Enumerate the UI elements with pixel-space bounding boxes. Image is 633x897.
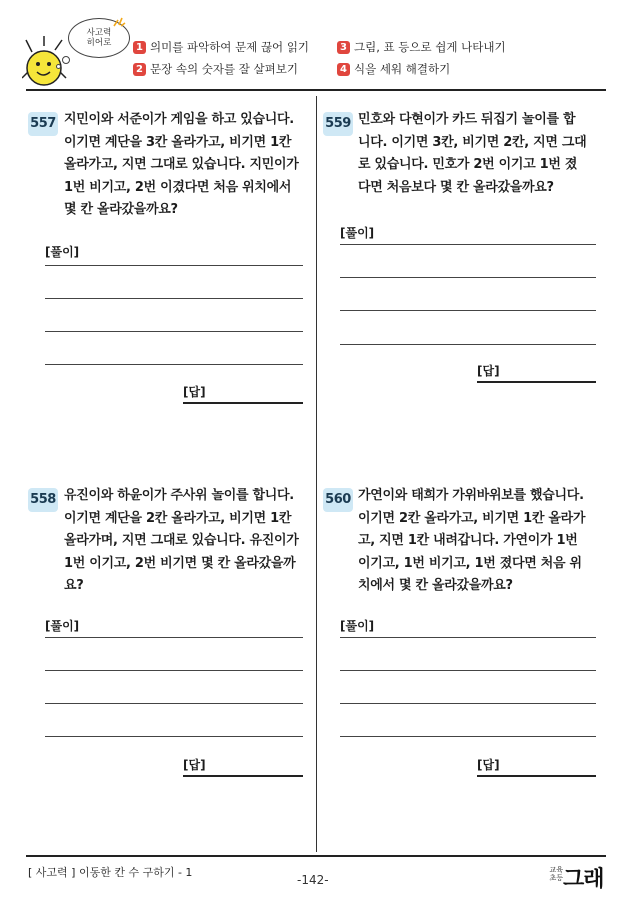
- solution-line[interactable]: [45, 670, 303, 671]
- solution-label: [풀이]: [340, 619, 375, 633]
- problem-line: 몇 칸 올라갔을까요?: [64, 202, 178, 217]
- footer-divider: [26, 855, 606, 857]
- solution-line[interactable]: [340, 310, 596, 311]
- solution-label: [풀이]: [45, 619, 80, 633]
- problem-line: 올라가고, 지면 그대로 있습니다. 지민이가: [64, 157, 299, 172]
- answer-line[interactable]: [477, 381, 596, 383]
- bubble-dot: [56, 64, 61, 69]
- solution-line[interactable]: [45, 637, 303, 638]
- problem-line: 이기면 계단을 2칸 올라가고, 비기면 1칸: [64, 510, 292, 526]
- problem-line: 로 있습니다. 민호가 2번 이기고 1번 졌: [358, 157, 578, 172]
- tip-number-badge: 1: [133, 41, 146, 54]
- problem-line: 올라가며, 지면 그대로 있습니다. 유진이가: [64, 533, 299, 548]
- problem-number-559: 559: [323, 112, 353, 136]
- answer-line[interactable]: [183, 402, 303, 404]
- problem-line: 고, 지면 1칸 내려갑니다. 가연이가 1번: [358, 533, 578, 548]
- tip-3: [337, 39, 506, 55]
- footer-topic: [ 사고력 ] 이동한 칸 수 구하기 - 1: [28, 866, 193, 879]
- solution-line[interactable]: [340, 344, 596, 345]
- bubble-text-1: 사고력: [86, 28, 112, 38]
- header-divider: [26, 89, 606, 91]
- tip-text: 문장 속의 숫자를 잘 살펴보기: [150, 62, 298, 76]
- solution-line[interactable]: [340, 637, 596, 638]
- bubble-text-2: 히어로: [86, 38, 112, 48]
- problem-text-558: [64, 485, 314, 598]
- problem-number-557: 557: [28, 112, 58, 136]
- page-number: -142-: [297, 873, 329, 887]
- tip-number-badge: 3: [337, 41, 350, 54]
- tip-text: 그림, 표 등으로 쉽게 나타내기: [354, 40, 506, 54]
- brand-top: 교육: [549, 866, 563, 874]
- solution-line[interactable]: [340, 703, 596, 704]
- solution-line[interactable]: [340, 670, 596, 671]
- answer-line[interactable]: [477, 775, 596, 777]
- solution-label: [풀이]: [45, 245, 80, 259]
- tip-4: [337, 61, 450, 77]
- answer-label: [답]: [477, 364, 500, 378]
- problem-number-560: 560: [323, 488, 353, 512]
- tip-text: 의미를 파악하여 문제 끊어 읽기: [150, 40, 310, 54]
- solution-line[interactable]: [45, 265, 303, 266]
- problem-line: 이기면 2칸 올라가고, 비기면 1칸 올라가: [358, 510, 586, 526]
- problem-line: 유진이와 하윤이가 주사위 놀이를 합니다.: [64, 488, 294, 503]
- problem-text-560: [358, 485, 608, 598]
- column-divider: [316, 96, 317, 852]
- problem-line: 1번 비기고, 2번 이겼다면 처음 위치에서: [64, 179, 292, 195]
- answer-label: [답]: [477, 758, 500, 772]
- tip-2: [133, 61, 298, 77]
- sparkle-icon: [112, 14, 126, 28]
- answer-line[interactable]: [183, 775, 303, 777]
- solution-line[interactable]: [340, 277, 596, 278]
- solution-line[interactable]: [45, 736, 303, 737]
- solution-line[interactable]: [45, 298, 303, 299]
- problem-line: 민호와 다현이가 카드 뒤집기 놀이를 합: [358, 112, 576, 127]
- problem-line: 요?: [64, 578, 84, 593]
- problem-line: 이기면 계단을 3칸 올라가고, 비기면 1칸: [64, 134, 292, 150]
- brand-bottom: 초등: [549, 874, 563, 882]
- solution-line[interactable]: [340, 736, 596, 737]
- problem-line: 치에서 몇 칸 올라갔을까요?: [358, 578, 513, 593]
- tip-text: 식을 세워 해결하기: [354, 62, 451, 76]
- problem-line: 가연이와 태희가 가위바위보를 했습니다.: [358, 488, 584, 503]
- problem-line: 이기고, 1번 비기고, 1번 졌다면 처음 위: [358, 555, 582, 571]
- bubble-dot: [62, 56, 70, 64]
- solution-line[interactable]: [45, 703, 303, 704]
- solution-line[interactable]: [45, 364, 303, 365]
- brand-logo: 그래: [563, 867, 604, 892]
- problem-text-557: [64, 109, 314, 222]
- problem-line: 다면 처음보다 몇 칸 올라갔을까요?: [358, 179, 554, 195]
- tip-number-badge: 4: [337, 63, 350, 76]
- brand-small-text: [541, 866, 563, 882]
- solution-label: [풀이]: [340, 226, 375, 240]
- problem-line: 1번 이기고, 2번 비기면 몇 칸 올라갔을까: [64, 555, 296, 571]
- answer-label: [답]: [183, 385, 206, 399]
- problem-line: 지민이와 서준이가 게임을 하고 있습니다.: [64, 112, 294, 127]
- tip-number-badge: 2: [133, 63, 146, 76]
- problem-line: 니다. 이기면 3칸, 비기면 2칸, 지면 그대: [358, 134, 587, 150]
- solution-line[interactable]: [45, 331, 303, 332]
- tip-1: [133, 39, 309, 55]
- solution-line[interactable]: [340, 244, 596, 245]
- answer-label: [답]: [183, 758, 206, 772]
- problem-text-559: [358, 109, 608, 199]
- problem-number-558: 558: [28, 488, 58, 512]
